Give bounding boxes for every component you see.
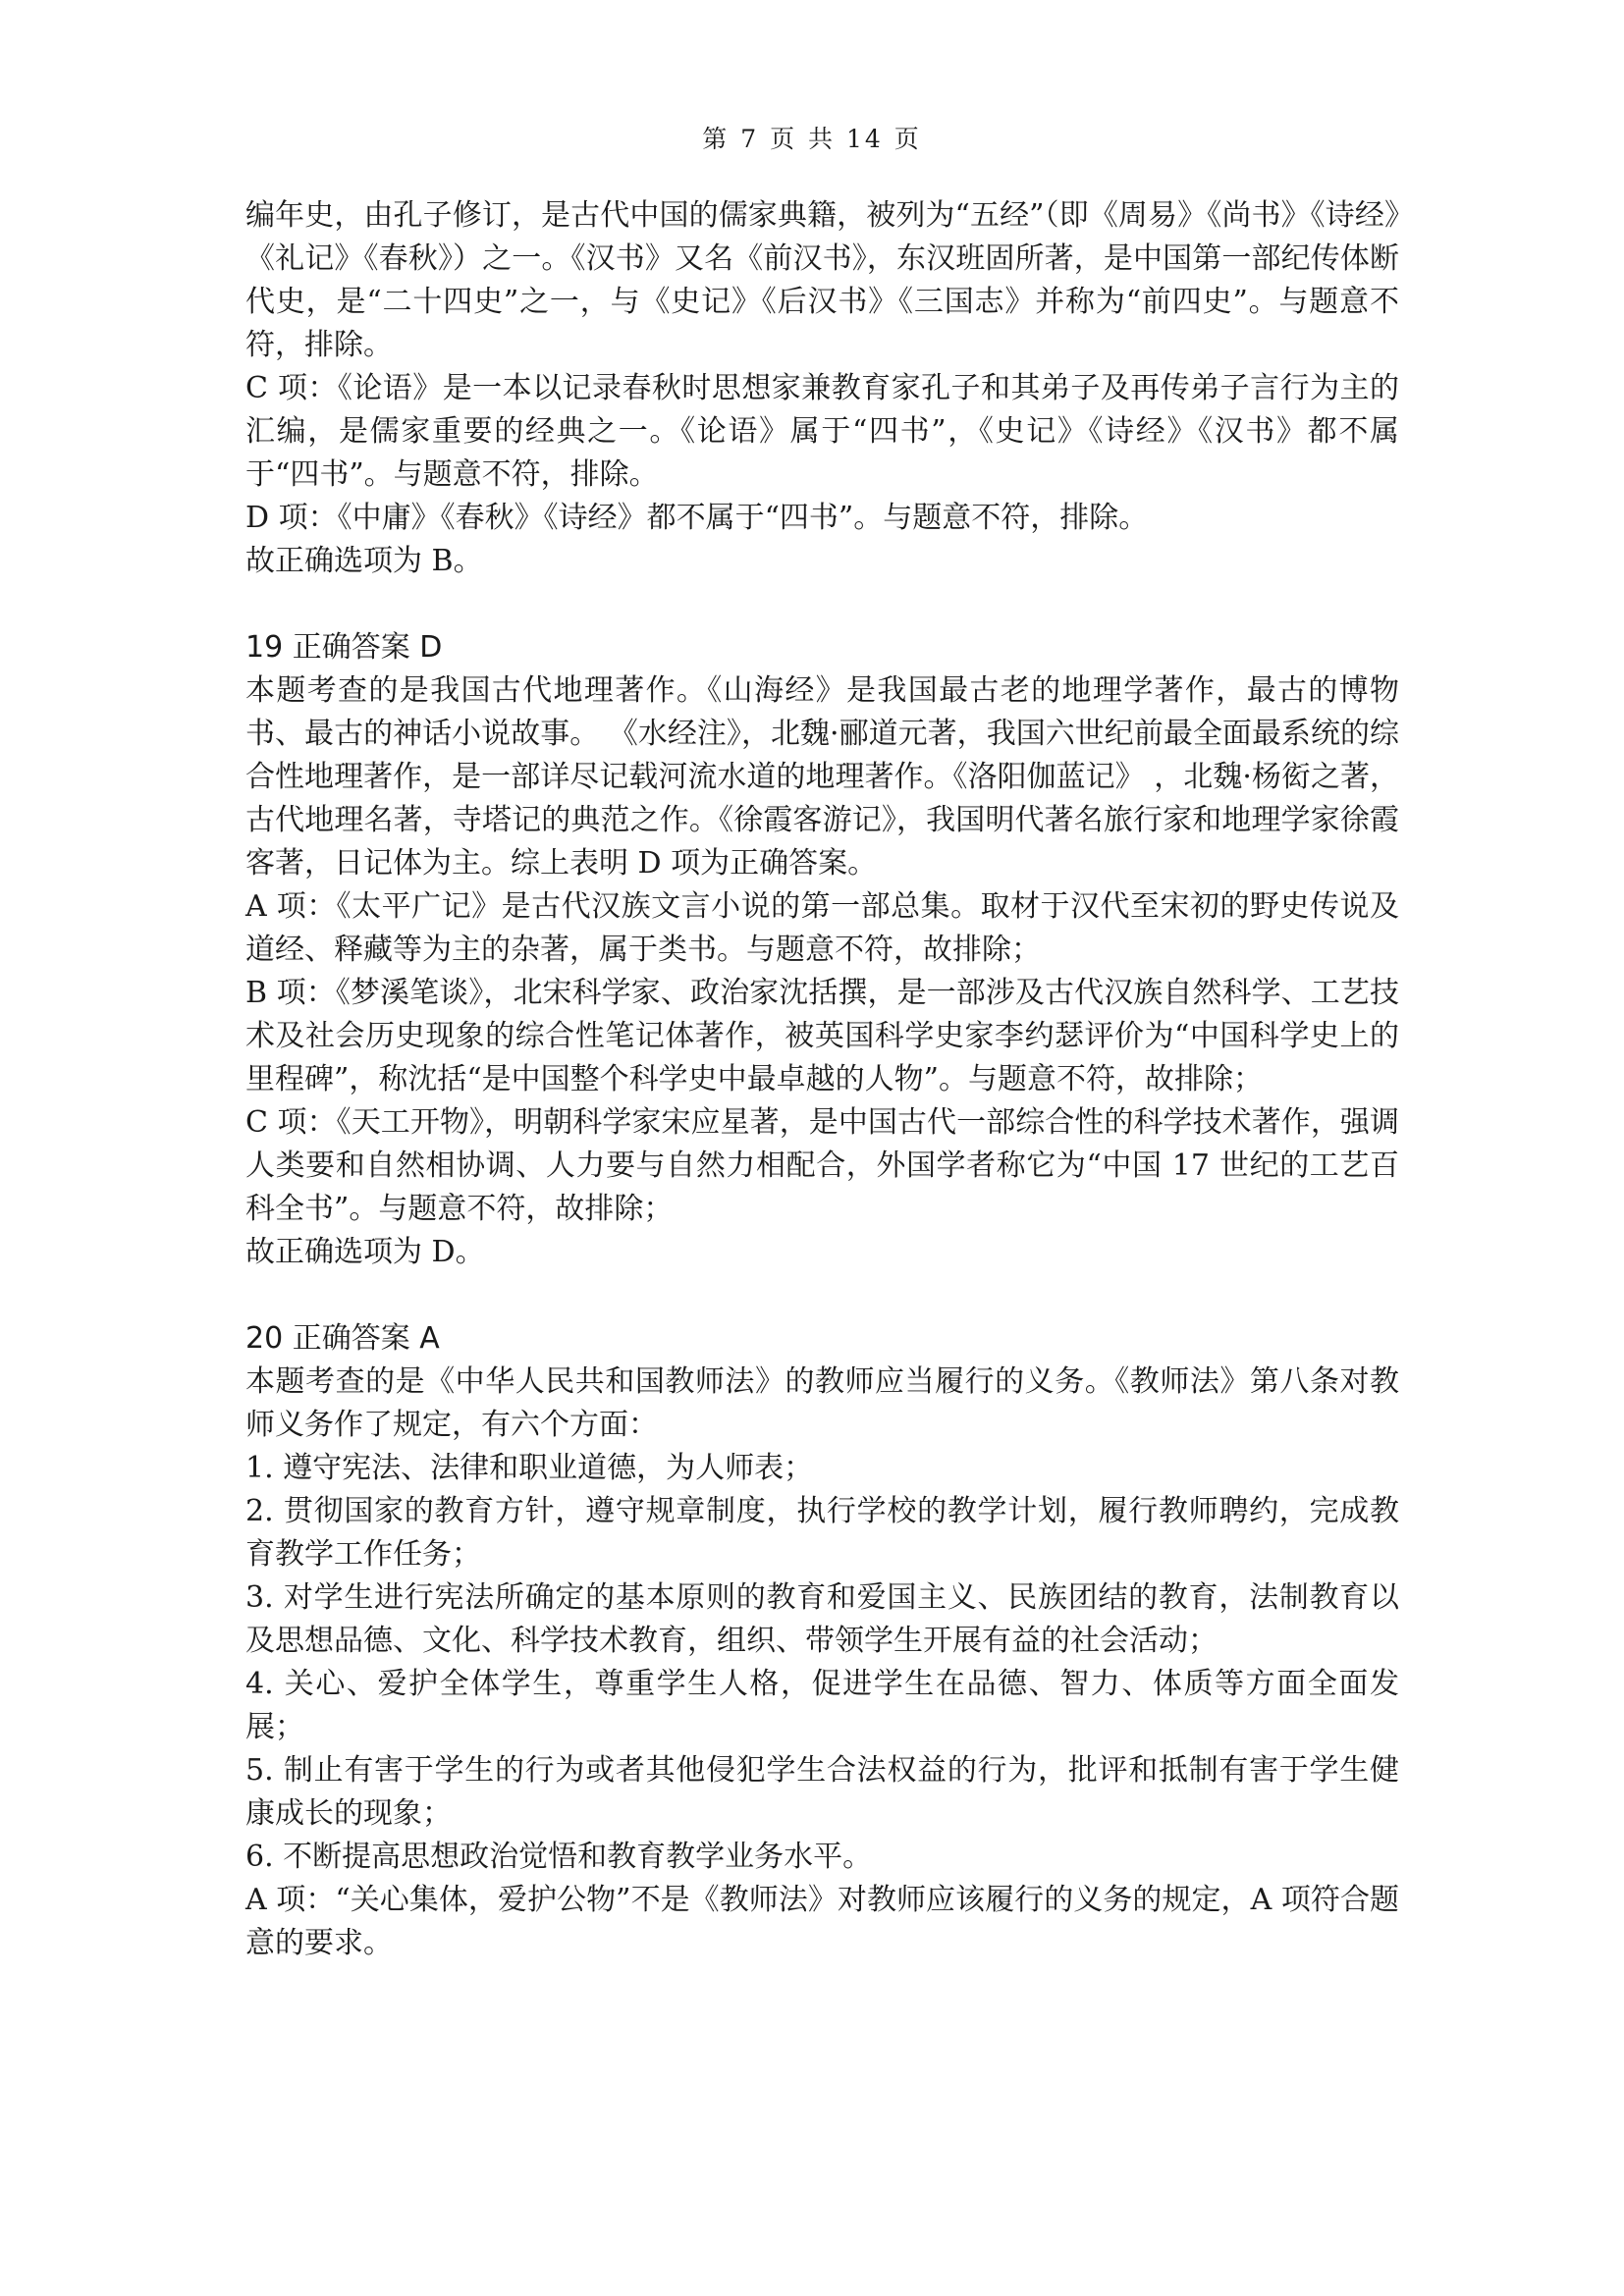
list-item: 6. 不断提高思想政治觉悟和教育教学业务水平。 [245, 1840, 873, 1874]
list-item: 3. 对学生进行宪法所确定的基本原则的教育和爱国主义、民族团结的教育，法制教育以及思想品德、文化、科学技术教育，组织、带领学生开展有益的社会活动； [245, 1580, 1399, 1658]
spacer [245, 583, 1399, 626]
answer-heading-19: 19 正确答案 D [245, 630, 443, 665]
list-item: 5. 制止有害于学生的行为或者其他侵犯学生合法权益的行为，批评和抵制有害于学生健康成长的现象； [245, 1753, 1399, 1831]
paragraph: 本题考查的是《中华人民共和国教师法》的教师应当履行的义务。《教师法》第八条对教师义务作了规定，有六个方面： [245, 1364, 1399, 1442]
page-number-header: 第 7 页 共 14 页 [702, 125, 922, 153]
document-body [245, 194, 1399, 1965]
paragraph: A 项：《太平广记》是古代汉族文言小说的第一部总集。取材于汉代至宋初的野史传说及道经、释藏等为主的杂著，属于类书。与题意不符，故排除； [245, 889, 1399, 967]
list-item: 1. 遵守宪法、法律和职业道德，为人师表； [245, 1451, 814, 1485]
paragraph: B 项：《梦溪笔谈》，北宋科学家、政治家沈括撰，是一部涉及古代汉族自然科学、工艺技术及社会历史现象的综合性笔记体著作，被英国科学史家李约瑟评价为“中国科学史上的里程碑”，称沈括“是中国整个科学史中最卓越的人物”。与题意不符，故排除； [245, 976, 1399, 1096]
paragraph: 故正确选项为 D。 [245, 1235, 485, 1269]
paragraph: D 项：《中庸》《春秋》《诗经》都不属于“四书”。与题意不符，排除。 [245, 501, 1149, 535]
paragraph: 本题考查的是我国古代地理著作。《山海经》是我国最古老的地理学著作，最古的博物书、最古的神话小说故事。 《水经注》，北魏·郦道元著，我国六世纪前最全面最系统的综合性地理著作，是一部详尽记载河流水道的地理著作。《洛阳伽蓝记》 ，北魏·杨衒之著，古代地理名著，寺塔记的典范之作。《徐霞客游记》，我国明代著名旅行家和地理学家徐霞客著，日记体为主。综上表明 D 项为正确答案。 [245, 673, 1399, 881]
paragraph: A 项：“关心集体，爱护公物”不是《教师法》对教师应该履行的义务的规定，A 项符合题意的要求。 [245, 1883, 1399, 1960]
spacer [245, 1274, 1399, 1317]
paragraph: 故正确选项为 B。 [245, 544, 483, 578]
answer-heading-20: 20 正确答案 A [245, 1321, 440, 1356]
list-item: 4. 关心、爱护全体学生，尊重学生人格，促进学生在品德、智力、体质等方面全面发展； [245, 1667, 1399, 1744]
list-item: 2. 贯彻国家的教育方针，遵守规章制度，执行学校的教学计划，履行教师聘约，完成教育教学工作任务； [245, 1494, 1399, 1572]
paragraph: C 项：《论语》是一本以记录春秋时思想家兼教育家孔子和其弟子及再传弟子言行为主的汇编，是儒家重要的经典之一。《论语》属于“四书”，《史记》《诗经》《汉书》都不属于“四书”。与题意不符，排除。 [245, 371, 1399, 492]
paragraph: C 项：《天工开物》，明朝科学家宋应星著，是中国古代一部综合性的科学技术著作，强调人类要和自然相协调、人力要与自然力相配合，外国学者称它为“中国 17 世纪的工艺百科全书”。与题意不符，故排除； [245, 1105, 1399, 1226]
paragraph: 编年史，由孔子修订，是古代中国的儒家典籍，被列为“五经”（即《周易》《尚书》《诗经》《礼记》《春秋》）之一。《汉书》又名《前汉书》，东汉班固所著，是中国第一部纪传体断代史，是“二十四史”之一，与《史记》《后汉书》《三国志》并称为“前四史”。与题意不符，排除。 [245, 198, 1399, 362]
